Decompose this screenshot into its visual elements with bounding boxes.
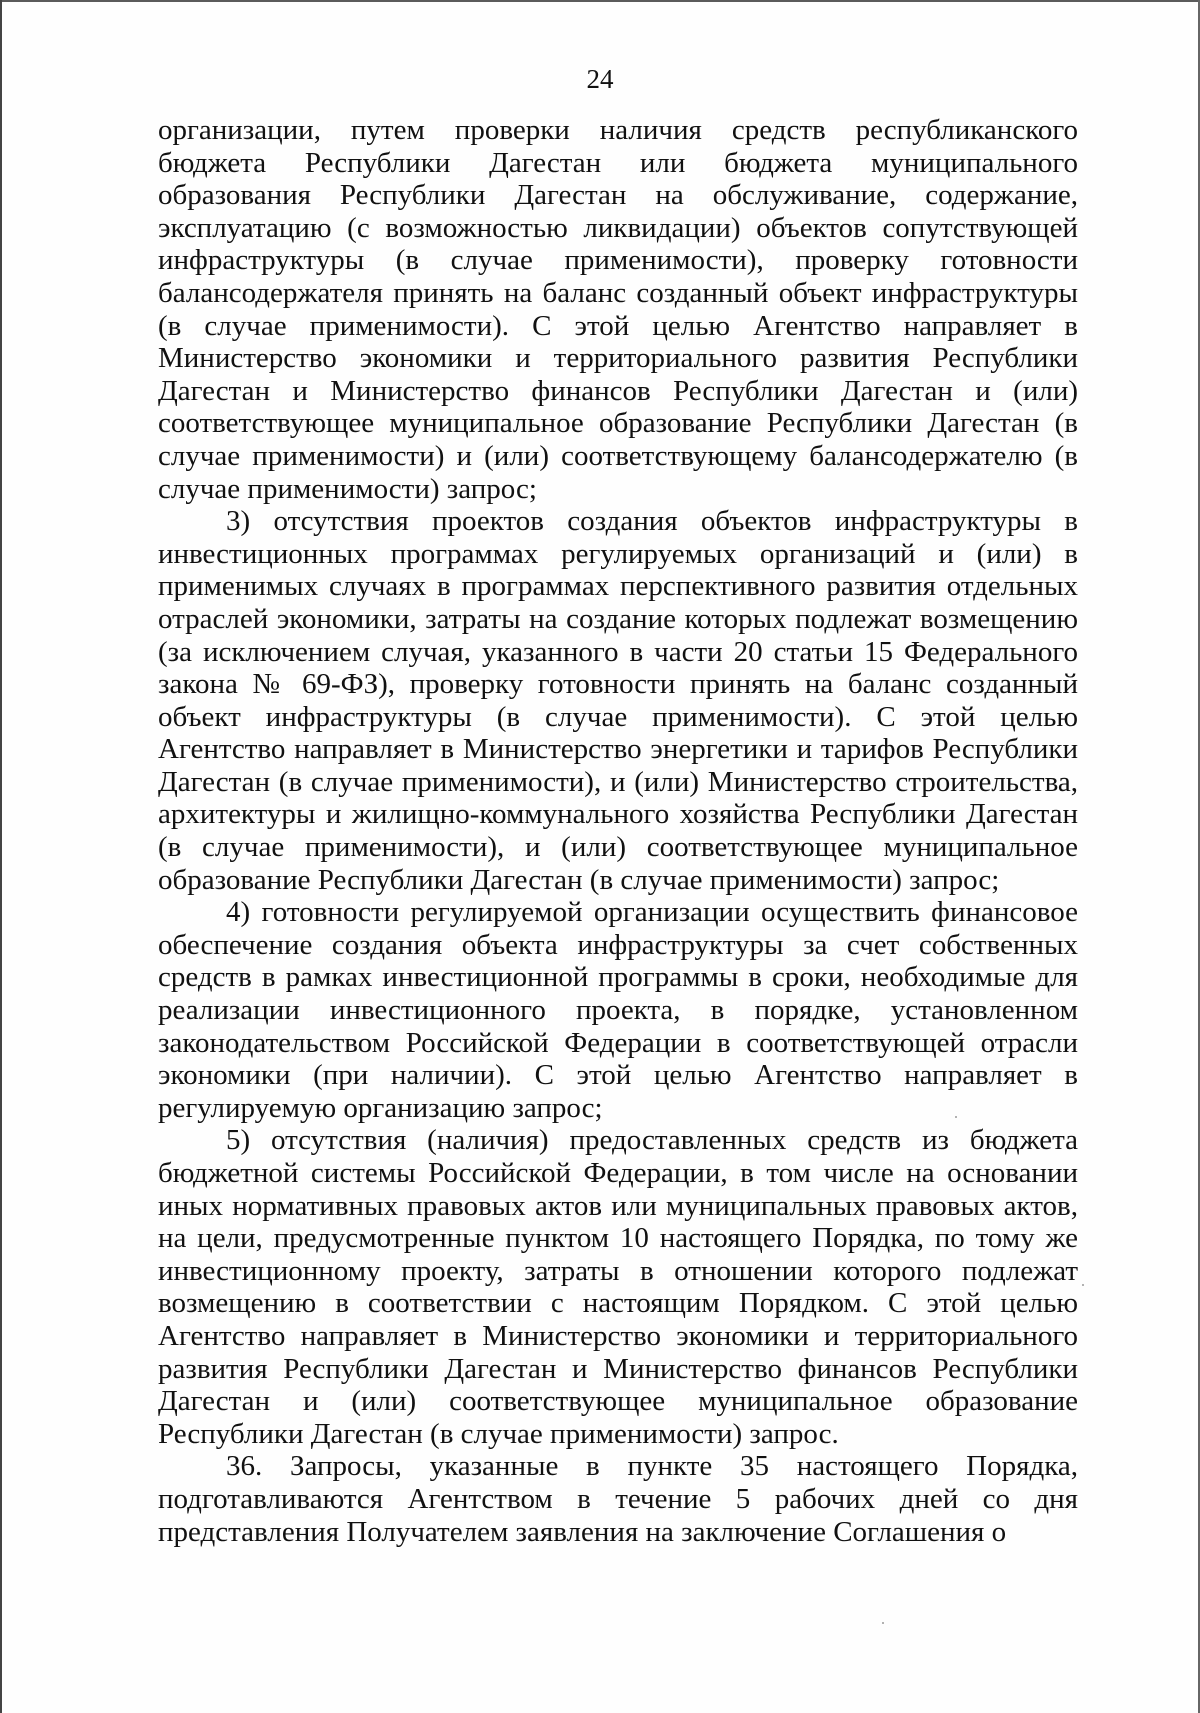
paragraph-clause-36: 36. Запросы, указанные в пункте 35 настоящего Порядка, подготавливаются Агентством в течение 5 рабочих дней со дня представления Получателем заявления на заключение Соглашения о — [158, 1450, 1078, 1548]
scan-speck — [882, 1622, 884, 1624]
page-number: 24 — [586, 64, 614, 94]
document-body — [158, 114, 1078, 1548]
paragraph-item-5: 5) отсутствия (наличия) предоставленных средств из бюджета бюджетной системы Российской Федерации, в том числе на основании иных нормативных правовых актов или муниципальных правовых актов, на цели, предусмотренные пунктом 10 настоящего Порядка, по тому же инвестиционному проекту, затраты в отношении которого подлежат возмещению в соответствии с настоящим Порядком. С этой целью Агентство направляет в Министерство экономики и территориального развития Республики Дагестан и Министерство финансов Республики Дагестан и (или) соответствующее муниципальное образование Республики Дагестан (в случае применимости) запрос. — [158, 1124, 1078, 1450]
paragraph-item-4: 4) готовности регулируемой организации осуществить финансовое обеспечение создания объекта инфраструктуры за счет собственных средств в рамках инвестиционной программы в сроки, необходимые для реализации инвестиционного проекта, в порядке, установленном законодательством Российской Федерации в соответствующей отрасли экономики (при наличии). С этой целью Агентство направляет в регулируемую организацию запрос; — [158, 896, 1078, 1124]
scan-speck — [1082, 1284, 1084, 1286]
scan-edge-top — [0, 0, 1200, 2]
paragraph-item-3: 3) отсутствия проектов создания объектов инфраструктуры в инвестиционных программах регулируемых организаций и (или) в применимых случаях в программах перспективного развития отдельных отраслей экономики, затраты на создание которых подлежат возмещению (за исключением случая, указанного в части 20 статьи 15 Федерального закона № 69-ФЗ), проверку готовности принять на баланс созданный объект инфраструктуры (в случае применимости). С этой целью Агентство направляет в Министерство энергетики и тарифов Республики Дагестан (в случае применимости), и (или) Министерство строительства, архитектуры и жилищно-коммунального хозяйства Республики Дагестан (в случае применимости), и (или) соответствующее муниципальное образование Республики Дагестан (в случае применимости) запрос; — [158, 505, 1078, 896]
paragraph-continuation: организации, путем проверки наличия средств республиканского бюджета Республики Дагестан или бюджета муниципального образования Республики Дагестан на обслуживание, содержание, эксплуатацию (с возможностью ликвидации) объектов сопутствующей инфраструктуры (в случае применимости), проверку готовности балансодержателя принять на баланс созданный объект инфраструктуры (в случае применимости). С этой целью Агентство направляет в Министерство экономики и территориального развития Республики Дагестан и Министерство финансов Республики Дагестан и (или) соответствующее муниципальное образование Республики Дагестан (в случае применимости) и (или) соответствующему балансодержателю (в случае применимости) запрос; — [158, 114, 1078, 505]
scan-speck — [955, 1116, 957, 1118]
scan-edge-left — [0, 0, 2, 1713]
